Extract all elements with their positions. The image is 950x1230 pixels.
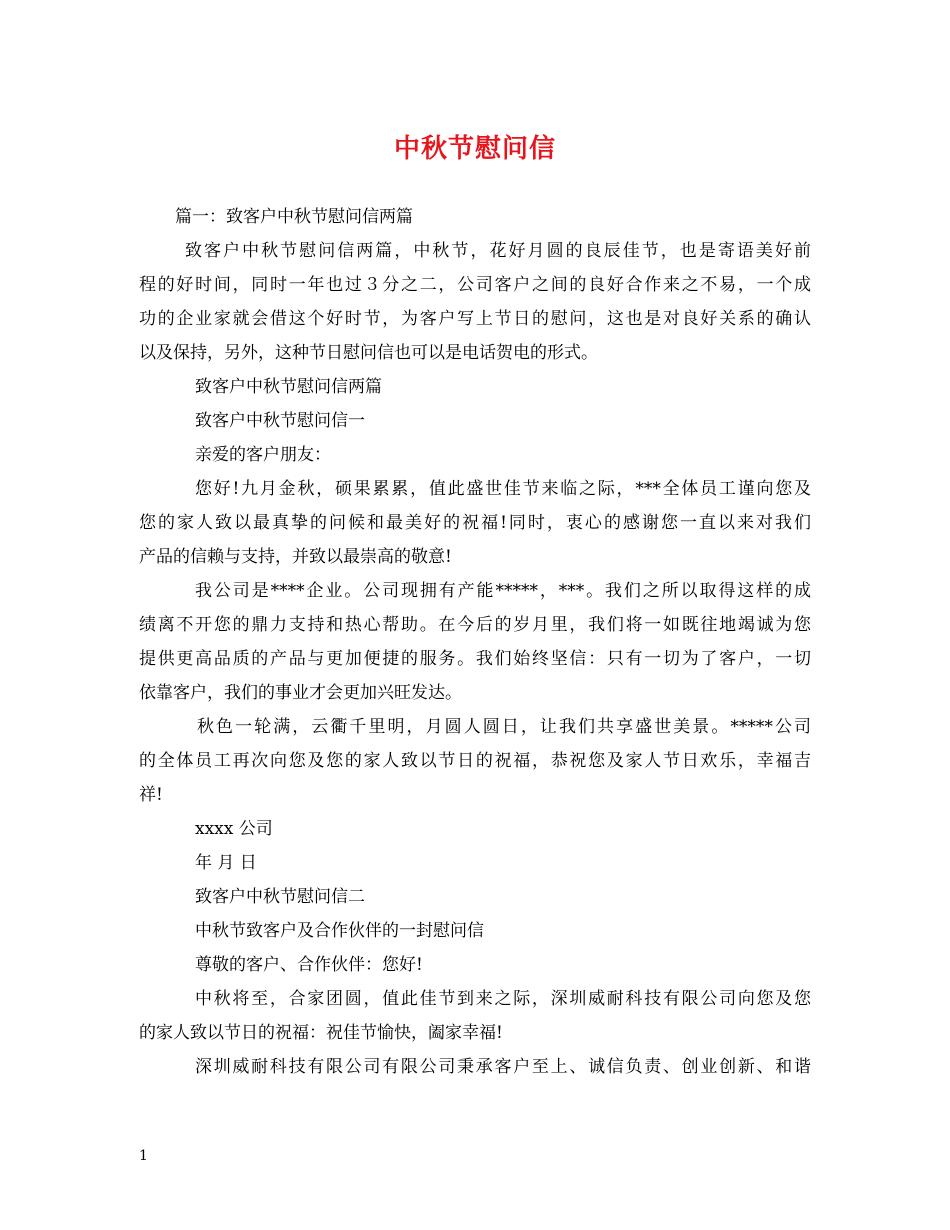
text-line: 依靠客户，我们的事业才会更加兴旺发达。 — [139, 683, 462, 703]
text-line: 秋色一轮满，云衢千里明，月圆人圆日，让我们共享盛世美景。*****公司 — [197, 717, 811, 737]
text-line: 绩离不开您的鼎力支持和热心帮助。在今后的岁月里，我们将一如既往地竭诚为您 — [139, 615, 811, 635]
text-line: 产品的信赖与支持，并致以最崇高的敬意! — [139, 547, 452, 567]
text-line: 致客户中秋节慰问信两篇，中秋节，花好月圆的良辰佳节，也是寄语美好前 — [185, 241, 811, 261]
text-line: 您好!九月金秋，硕果累累，值此盛世佳节来临之际，***全体员工谨向您及 — [195, 479, 811, 499]
text-line: 篇一：致客户中秋节慰问信两篇 — [175, 207, 413, 227]
text-line: 我公司是****企业。公司现拥有产能*****，***。我们之所以取得这样的成 — [195, 581, 811, 601]
text-line: 功的企业家就会借这个好时节，为客户写上节日的慰问，这也是对良好关系的确认 — [139, 309, 811, 329]
text-line: 程的好时间，同时一年也过３分之二，公司客户之间的良好合作来之不易，一个成 — [139, 275, 811, 295]
text-line: 以及保持，另外，这种节日慰问信也可以是电话贺电的形式。 — [139, 343, 598, 363]
document-body — [139, 200, 811, 1084]
text-line: 尊敬的客户、合作伙伴：您好! — [195, 955, 423, 975]
text-line: 致客户中秋节慰问信二 — [195, 887, 365, 907]
text-line: 的家人致以节日的祝福：祝佳节愉快，阖家幸福! — [139, 1023, 503, 1043]
text-line: 提供更高品质的产品与更加便捷的服务。我们始终坚信：只有一切为了客户，一切 — [139, 649, 811, 669]
text-line: 祥! — [139, 785, 163, 805]
text-line: 致客户中秋节慰问信两篇 — [195, 377, 382, 397]
text-line: 您的家人致以最真挚的问候和最美好的祝福!同时，衷心的感谢您一直以来对我们 — [139, 513, 811, 533]
text-line: xxxx 公司 — [195, 819, 273, 839]
text-line: 中秋节致客户及合作伙伴的一封慰问信 — [195, 921, 484, 941]
text-line: 亲爱的客户朋友： — [195, 445, 331, 465]
text-line: 深圳威耐科技有限公司有限公司秉承客户至上、诚信负责、创业创新、和谐 — [195, 1057, 811, 1077]
text-line: 的全体员工再次向您及您的家人致以节日的祝福，恭祝您及家人节日欢乐，幸福吉 — [139, 751, 811, 771]
text-line: 致客户中秋节慰问信一 — [195, 411, 365, 431]
text-line: 中秋将至，合家团圆，值此佳节到来之际，深圳威耐科技有限公司向您及您 — [195, 989, 811, 1009]
document-title: 中秋节慰问信 — [393, 134, 556, 164]
page-number: 1 — [139, 1148, 148, 1164]
text-line: 年 月 日 — [195, 853, 257, 873]
